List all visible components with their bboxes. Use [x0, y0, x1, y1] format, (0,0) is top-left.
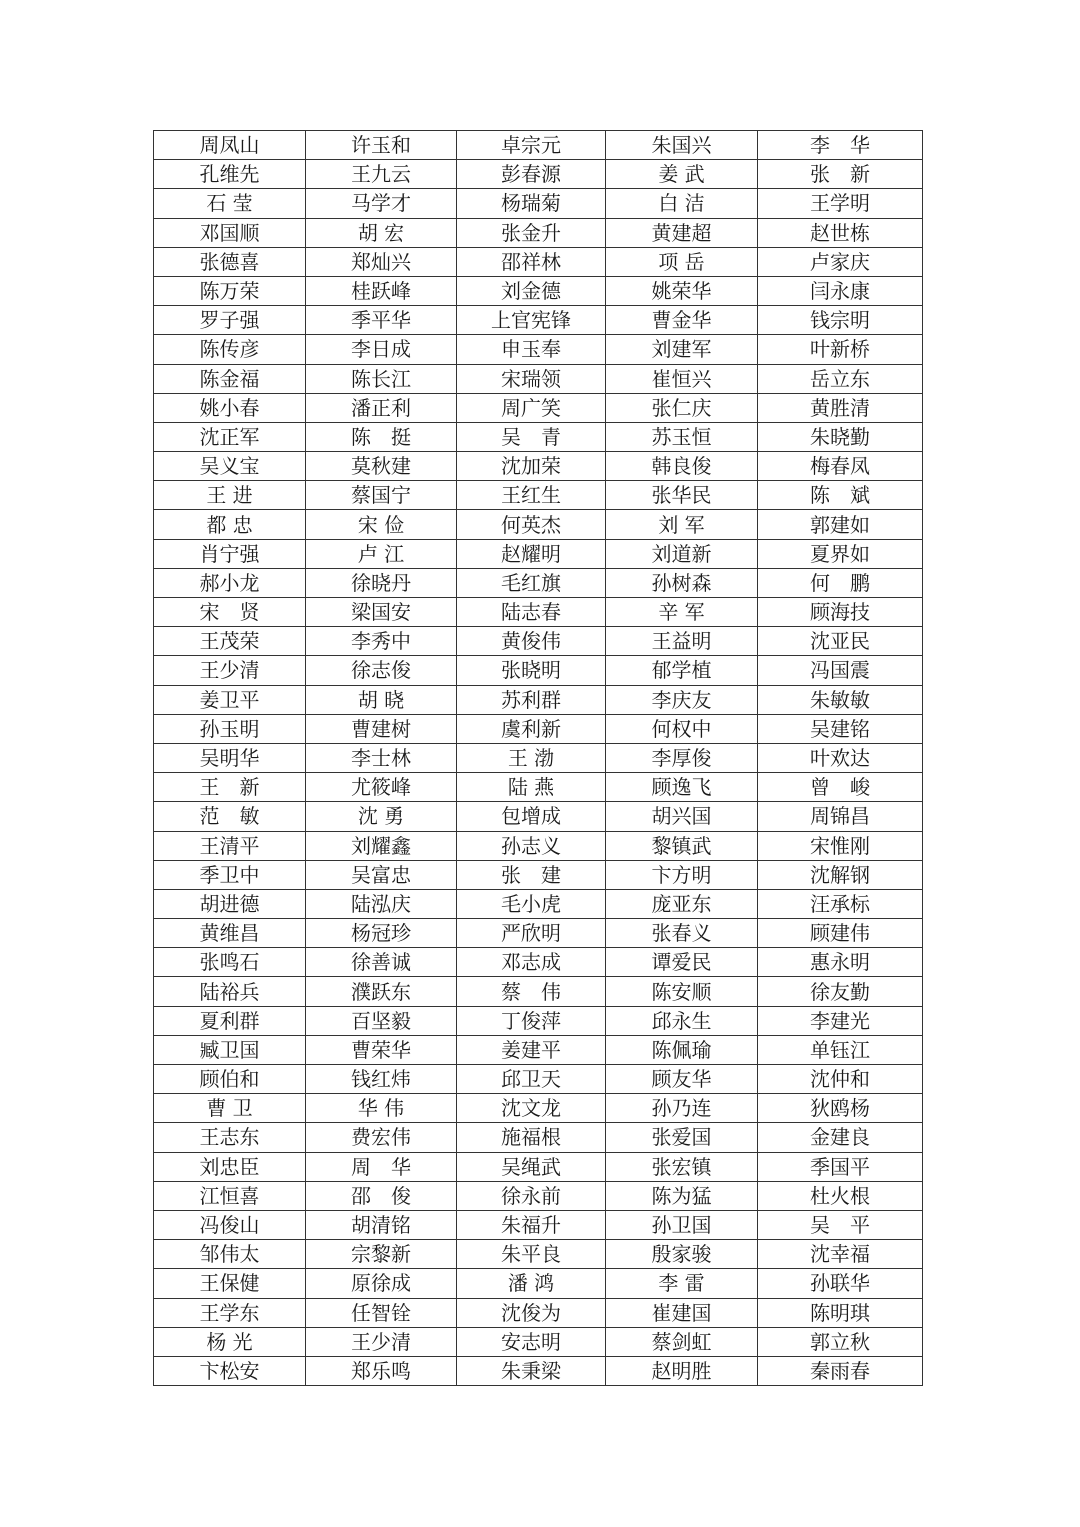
name-cell: 曾 峻	[758, 773, 923, 802]
name-cell: 孙联华	[758, 1269, 923, 1298]
name-cell: 宋惟刚	[758, 831, 923, 860]
name-cell: 施福根	[457, 1123, 606, 1152]
name-cell: 胡 晓	[306, 685, 457, 714]
table-row	[154, 539, 923, 568]
name-cell: 苏玉恒	[606, 422, 758, 451]
name-cell: 曹金华	[606, 306, 758, 335]
name-cell: 胡 宏	[306, 218, 457, 247]
name-cell: 冯国震	[758, 656, 923, 685]
name-cell: 张晓明	[457, 656, 606, 685]
name-cell: 李厚俊	[606, 743, 758, 772]
name-cell: 赵世栋	[758, 218, 923, 247]
table-row	[154, 568, 923, 597]
name-cell: 李 雷	[606, 1269, 758, 1298]
name-cell: 张鸣石	[154, 948, 306, 977]
name-cell: 莫秋建	[306, 452, 457, 481]
name-cell: 赵耀明	[457, 539, 606, 568]
table-row	[154, 1035, 923, 1064]
name-cell: 沈加荣	[457, 452, 606, 481]
name-cell: 吴 平	[758, 1210, 923, 1239]
name-cell: 吴建铭	[758, 714, 923, 743]
name-cell: 江恒喜	[154, 1181, 306, 1210]
name-cell: 黄俊伟	[457, 627, 606, 656]
name-cell: 陆志春	[457, 598, 606, 627]
name-cell: 狄鸥杨	[758, 1094, 923, 1123]
name-table	[153, 130, 923, 1386]
name-cell: 殷家骏	[606, 1240, 758, 1269]
name-cell: 叶欢达	[758, 743, 923, 772]
name-cell: 徐晓丹	[306, 568, 457, 597]
name-cell: 申玉奉	[457, 335, 606, 364]
name-cell: 卞方明	[606, 860, 758, 889]
name-cell: 毛小虎	[457, 889, 606, 918]
name-cell: 沈 勇	[306, 802, 457, 831]
table-row	[154, 919, 923, 948]
name-cell: 沈仲和	[758, 1065, 923, 1094]
table-row	[154, 1210, 923, 1239]
name-cell: 朱秉梁	[457, 1356, 606, 1385]
table-row	[154, 364, 923, 393]
table-row	[154, 306, 923, 335]
name-cell: 王少清	[154, 656, 306, 685]
name-cell: 刘忠臣	[154, 1152, 306, 1181]
name-cell: 单钰江	[758, 1035, 923, 1064]
table-row	[154, 1006, 923, 1035]
name-cell: 刘耀鑫	[306, 831, 457, 860]
name-cell: 肖宁强	[154, 539, 306, 568]
table-row	[154, 1065, 923, 1094]
name-cell: 周锦昌	[758, 802, 923, 831]
table-row	[154, 481, 923, 510]
table-row	[154, 247, 923, 276]
name-cell: 陈万荣	[154, 276, 306, 305]
name-cell: 卞松安	[154, 1356, 306, 1385]
table-row	[154, 422, 923, 451]
name-cell: 何英杰	[457, 510, 606, 539]
name-cell: 夏利群	[154, 1006, 306, 1035]
name-cell: 邓志成	[457, 948, 606, 977]
name-cell: 郭建如	[758, 510, 923, 539]
name-cell: 姜建平	[457, 1035, 606, 1064]
name-cell: 曹 卫	[154, 1094, 306, 1123]
name-cell: 石 莹	[154, 189, 306, 218]
name-cell: 顾建伟	[758, 919, 923, 948]
name-cell: 徐友勤	[758, 977, 923, 1006]
name-cell: 张华民	[606, 481, 758, 510]
name-cell: 杜火根	[758, 1181, 923, 1210]
table-row	[154, 1298, 923, 1327]
name-cell: 沈亚民	[758, 627, 923, 656]
name-cell: 李秀中	[306, 627, 457, 656]
table-row	[154, 831, 923, 860]
name-cell: 李庆友	[606, 685, 758, 714]
name-cell: 徐永前	[457, 1181, 606, 1210]
name-cell: 庞亚东	[606, 889, 758, 918]
name-cell: 邓国顺	[154, 218, 306, 247]
name-cell: 潘正利	[306, 393, 457, 422]
name-cell: 孙玉明	[154, 714, 306, 743]
name-cell: 王益明	[606, 627, 758, 656]
name-cell: 彭春源	[457, 160, 606, 189]
table-row	[154, 1123, 923, 1152]
name-cell: 梅春凤	[758, 452, 923, 481]
name-cell: 姜卫平	[154, 685, 306, 714]
name-cell: 何 鹏	[758, 568, 923, 597]
name-cell: 蔡剑虹	[606, 1327, 758, 1356]
name-cell: 钱宗明	[758, 306, 923, 335]
name-cell: 季平华	[306, 306, 457, 335]
table-row	[154, 598, 923, 627]
name-cell: 金建良	[758, 1123, 923, 1152]
name-cell: 沈解钢	[758, 860, 923, 889]
name-cell: 杨 光	[154, 1327, 306, 1356]
name-cell: 朱晓勤	[758, 422, 923, 451]
name-cell: 邵 俊	[306, 1181, 457, 1210]
name-cell: 张爱国	[606, 1123, 758, 1152]
table-row	[154, 1356, 923, 1385]
name-cell: 王少清	[306, 1327, 457, 1356]
name-cell: 汪承标	[758, 889, 923, 918]
name-cell: 邱卫天	[457, 1065, 606, 1094]
name-cell: 叶新桥	[758, 335, 923, 364]
name-cell: 邱永生	[606, 1006, 758, 1035]
name-cell: 宗黎新	[306, 1240, 457, 1269]
name-cell: 上官宪锋	[457, 306, 606, 335]
name-cell: 王学明	[758, 189, 923, 218]
name-cell: 郁学植	[606, 656, 758, 685]
name-cell: 曹荣华	[306, 1035, 457, 1064]
table-row	[154, 189, 923, 218]
name-cell: 张宏镇	[606, 1152, 758, 1181]
name-cell: 谭爱民	[606, 948, 758, 977]
name-cell: 黄维昌	[154, 919, 306, 948]
name-cell: 严欣明	[457, 919, 606, 948]
name-cell: 卓宗元	[457, 131, 606, 160]
name-cell: 徐善诚	[306, 948, 457, 977]
table-row	[154, 627, 923, 656]
name-cell: 王九云	[306, 160, 457, 189]
name-cell: 蔡国宁	[306, 481, 457, 510]
table-row	[154, 1269, 923, 1298]
name-cell: 刘 军	[606, 510, 758, 539]
name-cell: 沈俊为	[457, 1298, 606, 1327]
name-cell: 朱福升	[457, 1210, 606, 1239]
name-cell: 黄胜清	[758, 393, 923, 422]
name-cell: 邹伟太	[154, 1240, 306, 1269]
name-cell: 吴富忠	[306, 860, 457, 889]
name-cell: 顾伯和	[154, 1065, 306, 1094]
name-cell: 李 华	[758, 131, 923, 160]
table-row	[154, 1240, 923, 1269]
name-cell: 张仁庆	[606, 393, 758, 422]
name-cell: 王红生	[457, 481, 606, 510]
name-cell: 王 渤	[457, 743, 606, 772]
name-cell: 杨瑞菊	[457, 189, 606, 218]
name-cell: 胡清铭	[306, 1210, 457, 1239]
name-cell: 闫永康	[758, 276, 923, 305]
name-cell: 范 敏	[154, 802, 306, 831]
name-cell: 孙乃连	[606, 1094, 758, 1123]
name-cell: 邵祥林	[457, 247, 606, 276]
table-row	[154, 1327, 923, 1356]
name-cell: 姚小春	[154, 393, 306, 422]
name-cell: 王保健	[154, 1269, 306, 1298]
name-cell: 李日成	[306, 335, 457, 364]
name-cell: 陈佩瑜	[606, 1035, 758, 1064]
name-cell: 陈 斌	[758, 481, 923, 510]
name-cell: 费宏伟	[306, 1123, 457, 1152]
name-cell: 钱红炜	[306, 1065, 457, 1094]
name-cell: 郝小龙	[154, 568, 306, 597]
name-cell: 卢 江	[306, 539, 457, 568]
name-cell: 何权中	[606, 714, 758, 743]
name-cell: 濮跃东	[306, 977, 457, 1006]
table-row	[154, 131, 923, 160]
name-cell: 潘 鸿	[457, 1269, 606, 1298]
name-cell: 王清平	[154, 831, 306, 860]
name-cell: 郭立秋	[758, 1327, 923, 1356]
name-cell: 毛红旗	[457, 568, 606, 597]
name-cell: 孙志义	[457, 831, 606, 860]
name-cell: 罗子强	[154, 306, 306, 335]
name-cell: 陈 挺	[306, 422, 457, 451]
name-cell: 朱国兴	[606, 131, 758, 160]
table-row	[154, 773, 923, 802]
name-table-body	[154, 131, 923, 1386]
name-cell: 胡进德	[154, 889, 306, 918]
name-cell: 周广笑	[457, 393, 606, 422]
name-cell: 许玉和	[306, 131, 457, 160]
name-cell: 夏界如	[758, 539, 923, 568]
name-cell: 陆 燕	[457, 773, 606, 802]
name-cell: 崔恒兴	[606, 364, 758, 393]
table-row	[154, 1181, 923, 1210]
name-cell: 任智铨	[306, 1298, 457, 1327]
name-cell: 白 洁	[606, 189, 758, 218]
name-cell: 尤筱峰	[306, 773, 457, 802]
name-cell: 胡兴国	[606, 802, 758, 831]
name-cell: 刘建军	[606, 335, 758, 364]
name-cell: 陈明琪	[758, 1298, 923, 1327]
name-cell: 顾海技	[758, 598, 923, 627]
name-cell: 吴 青	[457, 422, 606, 451]
name-cell: 陈传彦	[154, 335, 306, 364]
name-cell: 丁俊萍	[457, 1006, 606, 1035]
name-cell: 沈幸福	[758, 1240, 923, 1269]
name-cell: 陈安顺	[606, 977, 758, 1006]
name-cell: 姚荣华	[606, 276, 758, 305]
name-cell: 顾友华	[606, 1065, 758, 1094]
name-cell: 百坚毅	[306, 1006, 457, 1035]
name-cell: 陆裕兵	[154, 977, 306, 1006]
name-cell: 陈长江	[306, 364, 457, 393]
name-cell: 顾逸飞	[606, 773, 758, 802]
name-cell: 梁国安	[306, 598, 457, 627]
name-cell: 陆泓庆	[306, 889, 457, 918]
table-row	[154, 1152, 923, 1181]
name-cell: 辛 军	[606, 598, 758, 627]
table-row	[154, 685, 923, 714]
name-cell: 惠永明	[758, 948, 923, 977]
name-cell: 项 岳	[606, 247, 758, 276]
name-cell: 周 华	[306, 1152, 457, 1181]
name-cell: 刘金德	[457, 276, 606, 305]
name-cell: 张春义	[606, 919, 758, 948]
table-row	[154, 802, 923, 831]
name-cell: 季卫中	[154, 860, 306, 889]
table-row	[154, 1094, 923, 1123]
name-cell: 王 新	[154, 773, 306, 802]
name-cell: 王志东	[154, 1123, 306, 1152]
name-cell: 蔡 伟	[457, 977, 606, 1006]
table-row	[154, 977, 923, 1006]
table-row	[154, 714, 923, 743]
name-cell: 黎镇武	[606, 831, 758, 860]
name-cell: 吴明华	[154, 743, 306, 772]
name-cell: 黄建超	[606, 218, 758, 247]
table-row	[154, 393, 923, 422]
name-cell: 沈文龙	[457, 1094, 606, 1123]
name-cell: 吴绳武	[457, 1152, 606, 1181]
name-cell: 张 建	[457, 860, 606, 889]
name-cell: 张 新	[758, 160, 923, 189]
name-cell: 沈正军	[154, 422, 306, 451]
name-cell: 孙树森	[606, 568, 758, 597]
name-cell: 卢家庆	[758, 247, 923, 276]
name-cell: 朱敏敏	[758, 685, 923, 714]
table-row	[154, 160, 923, 189]
name-cell: 华 伟	[306, 1094, 457, 1123]
name-cell: 宋瑞领	[457, 364, 606, 393]
name-cell: 宋 俭	[306, 510, 457, 539]
table-row	[154, 510, 923, 539]
name-cell: 孙卫国	[606, 1210, 758, 1239]
name-cell: 孔维先	[154, 160, 306, 189]
name-cell: 张金升	[457, 218, 606, 247]
table-row	[154, 218, 923, 247]
name-cell: 岳立东	[758, 364, 923, 393]
name-cell: 姜 武	[606, 160, 758, 189]
name-cell: 秦雨春	[758, 1356, 923, 1385]
name-cell: 韩良俊	[606, 452, 758, 481]
name-cell: 苏利群	[457, 685, 606, 714]
name-cell: 赵明胜	[606, 1356, 758, 1385]
name-cell: 徐志俊	[306, 656, 457, 685]
table-row	[154, 889, 923, 918]
name-cell: 李士林	[306, 743, 457, 772]
name-cell: 宋 贤	[154, 598, 306, 627]
name-cell: 曹建树	[306, 714, 457, 743]
name-cell: 虞利新	[457, 714, 606, 743]
name-cell: 郑灿兴	[306, 247, 457, 276]
table-row	[154, 860, 923, 889]
name-cell: 张德喜	[154, 247, 306, 276]
table-row	[154, 276, 923, 305]
name-cell: 杨冠珍	[306, 919, 457, 948]
table-row	[154, 452, 923, 481]
table-row	[154, 743, 923, 772]
table-row	[154, 656, 923, 685]
name-cell: 王学东	[154, 1298, 306, 1327]
table-row	[154, 335, 923, 364]
name-cell: 冯俊山	[154, 1210, 306, 1239]
name-cell: 周凤山	[154, 131, 306, 160]
name-cell: 都 忠	[154, 510, 306, 539]
name-cell: 马学才	[306, 189, 457, 218]
name-cell: 李建光	[758, 1006, 923, 1035]
name-cell: 桂跃峰	[306, 276, 457, 305]
name-cell: 陈金福	[154, 364, 306, 393]
name-cell: 原徐成	[306, 1269, 457, 1298]
name-cell: 王茂荣	[154, 627, 306, 656]
name-cell: 陈为猛	[606, 1181, 758, 1210]
name-cell: 安志明	[457, 1327, 606, 1356]
name-cell: 朱平良	[457, 1240, 606, 1269]
name-cell: 吴义宝	[154, 452, 306, 481]
name-cell: 刘道新	[606, 539, 758, 568]
name-cell: 崔建国	[606, 1298, 758, 1327]
name-cell: 王 进	[154, 481, 306, 510]
name-cell: 臧卫国	[154, 1035, 306, 1064]
table-row	[154, 948, 923, 977]
name-cell: 郑乐鸣	[306, 1356, 457, 1385]
name-cell: 季国平	[758, 1152, 923, 1181]
name-cell: 包增成	[457, 802, 606, 831]
